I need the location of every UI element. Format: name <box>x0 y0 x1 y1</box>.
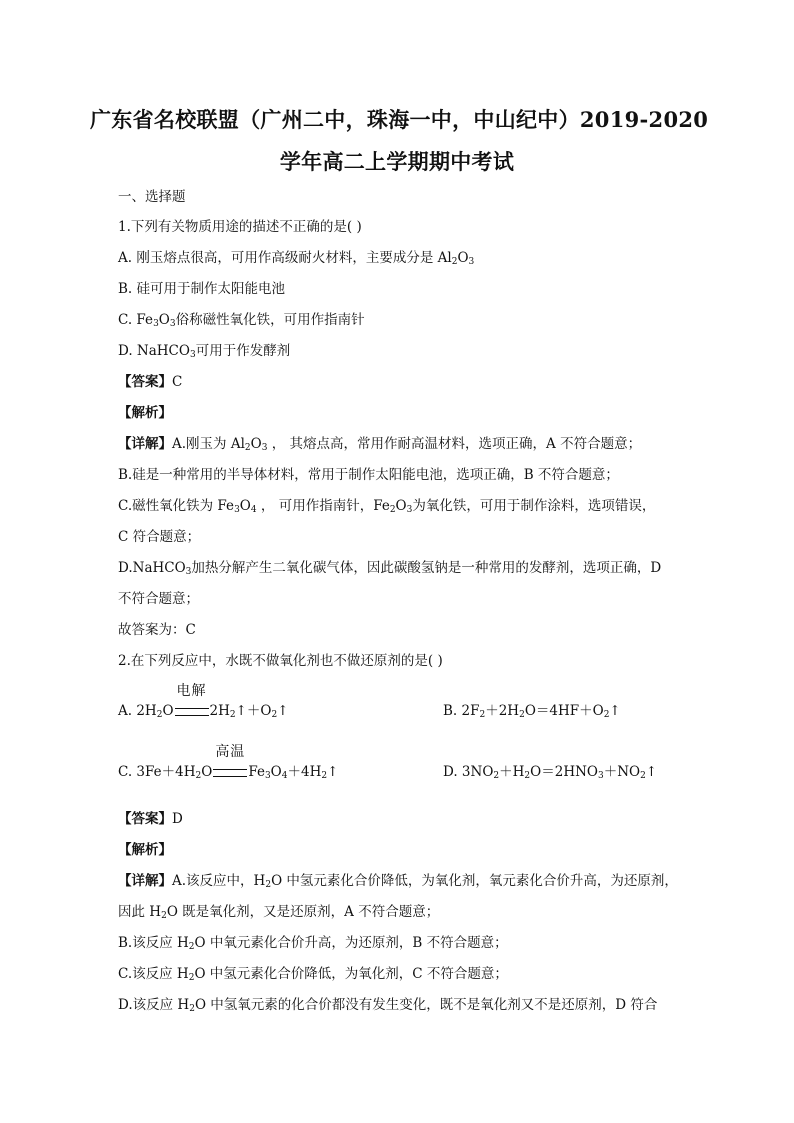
q2-option-b: B. $2F_2+2H_2O=4HF+O_2↑$ <box>443 703 621 720</box>
q1-explain-c: C.磁性氧化铁为 $Fe_3O_4$ ， 可用作指南针，$Fe_2O_3$为氧化铁，可用于制作涂料，选项错误， <box>118 498 656 515</box>
q2-answer: 【答案】D <box>118 811 183 827</box>
q1-option-b: B. 硅可用于制作太阳能电池 <box>118 281 286 297</box>
q2-explain-a-cont: 因此 $H_2O$ 既是氧化剂，又是还原剂，A 不符合题意； <box>118 904 440 921</box>
q1-analysis-label: 【解析】 <box>118 405 172 421</box>
q2-analysis-label: 【解析】 <box>118 842 172 858</box>
title-line-2: 学年高二上学期期中考试 <box>279 149 515 174</box>
q2-explain-d: D.该反应 $H_2O$ 中氢氧元素的化合价都没有发生变化，既不是氧化剂又不是还原剂，D 符合 <box>118 997 658 1014</box>
q1-stem: 1.下列有关物质用途的描述不正确的是( ) <box>118 219 362 235</box>
q1-explain-c-cont: C 符合题意； <box>118 529 201 545</box>
q1-explain-b: B.硅是一种常用的半导体材料，常用于制作太阳能电池，选项正确，B 不符合题意； <box>118 467 619 483</box>
q2-option-c: C. $3Fe+4H_2O$ 高温 $Fe_3O_4+4H_2↑$ <box>118 744 339 781</box>
q1-explain-a: 【详解】A.刚玉为 $Al_2O_3$ ， 其熔点高，常用作耐高温材料，选项正确，A 不符合题意； <box>118 436 642 453</box>
q1-answer: 【答案】C <box>118 374 183 390</box>
title-line-1: 广东省名校联盟（广州二中，珠海一中，中山纪中）2019-2020 <box>90 107 709 132</box>
q2-option-a: A. $2H_2O$ 电解 $2H_2↑+O_2↑$ <box>118 683 289 720</box>
q1-option-d: D. NaHCO$_3$可用于作发酵剂 <box>118 343 291 360</box>
section-heading: 一、选择题 <box>118 189 186 205</box>
q2-explain-a: 【详解】A.该反应中，$H_2O$ 中氢元素化合价降低，为氧化剂，氧元素化合价升高，为还原剂， <box>118 873 678 890</box>
q1-option-a: A. 刚玉熔点很高，可用作高级耐火材料，主要成分是 $Al_2O_3$ <box>118 250 475 267</box>
q1-explain-d: D.NaHCO$_3$加热分解产生二氧化碳气体，因此碳酸氢钠是一种常用的发酵剂，选项正确，D <box>118 560 662 577</box>
high-temperature-condition: 高温 <box>212 762 248 782</box>
q2-stem: 2.在下列反应中，水既不做氧化剂也不做还原剂的是( ) <box>118 653 443 669</box>
q2-explain-b: B.该反应 $H_2O$ 中氧元素化合价升高，为还原剂，B 不符合题意； <box>118 935 508 952</box>
q1-conclusion: 故答案为：C <box>118 622 196 638</box>
q2-explain-c: C.该反应 $H_2O$ 中氢元素化合价降低，为氧化剂，C 不符合题意； <box>118 966 508 983</box>
electrolysis-condition: 电解 <box>174 701 210 721</box>
q1-option-c: C. $Fe_3O_3$俗称磁性氧化铁，可用作指南针 <box>118 312 365 329</box>
q1-explain-d-cont: 不符合题意； <box>118 591 199 607</box>
q2-option-d: D. $3NO_2+H_2O=2HNO_3+NO_2↑$ <box>443 764 658 781</box>
